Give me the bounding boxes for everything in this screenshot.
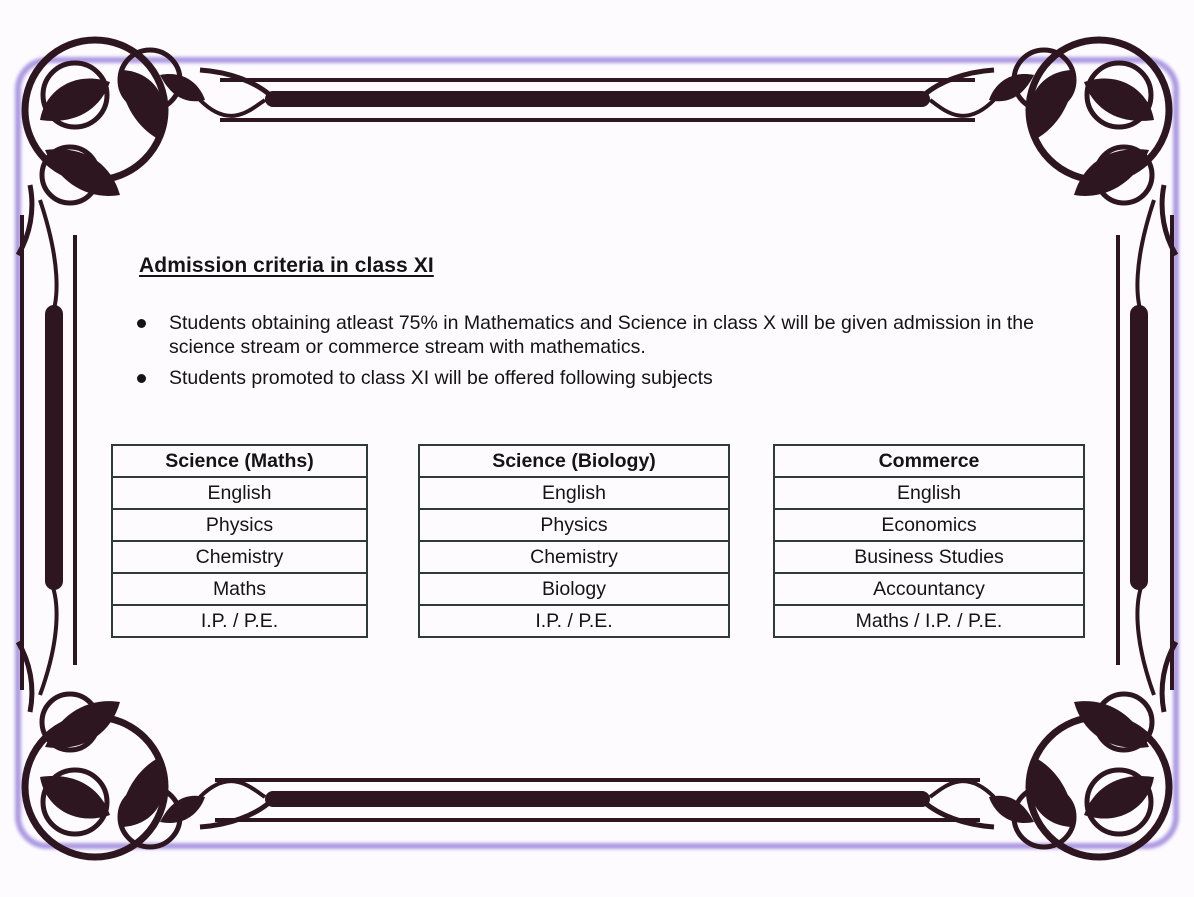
table-cell: Maths / I.P. / P.E. <box>774 605 1084 637</box>
subjects-table-science-maths <box>111 444 368 638</box>
page-title: Admission criteria in class XI <box>139 254 434 277</box>
table-cell: Business Studies <box>774 541 1084 573</box>
list-item-text: Students promoted to class XI will be offered following subjects <box>169 367 713 389</box>
table-cell: Maths <box>112 573 367 605</box>
table-header: Science (Maths) <box>112 445 367 477</box>
table-cell: I.P. / P.E. <box>419 605 729 637</box>
subjects-table-science-biology <box>418 444 730 638</box>
table-cell: Accountancy <box>774 573 1084 605</box>
table-cell: Physics <box>112 509 367 541</box>
table-cell: Biology <box>419 573 729 605</box>
table-cell: Physics <box>419 509 729 541</box>
table-cell: English <box>774 477 1084 509</box>
table-cell: Chemistry <box>419 541 729 573</box>
list-item <box>134 311 1104 359</box>
table-cell: Chemistry <box>112 541 367 573</box>
bullet-icon <box>137 374 146 383</box>
bullet-icon <box>137 319 146 328</box>
table-header: Commerce <box>774 445 1084 477</box>
table-cell: Economics <box>774 509 1084 541</box>
table-cell: I.P. / P.E. <box>112 605 367 637</box>
list-item-text: Students obtaining atleast 75% in Mathematics and Science in class X will be given admission in the science stream or commerce stream with mathematics. <box>169 312 1034 358</box>
list-item <box>134 366 1104 390</box>
table-header: Science (Biology) <box>419 445 729 477</box>
criteria-list <box>134 311 1104 397</box>
table-cell: English <box>419 477 729 509</box>
table-cell: English <box>112 477 367 509</box>
subjects-table-commerce <box>773 444 1085 638</box>
